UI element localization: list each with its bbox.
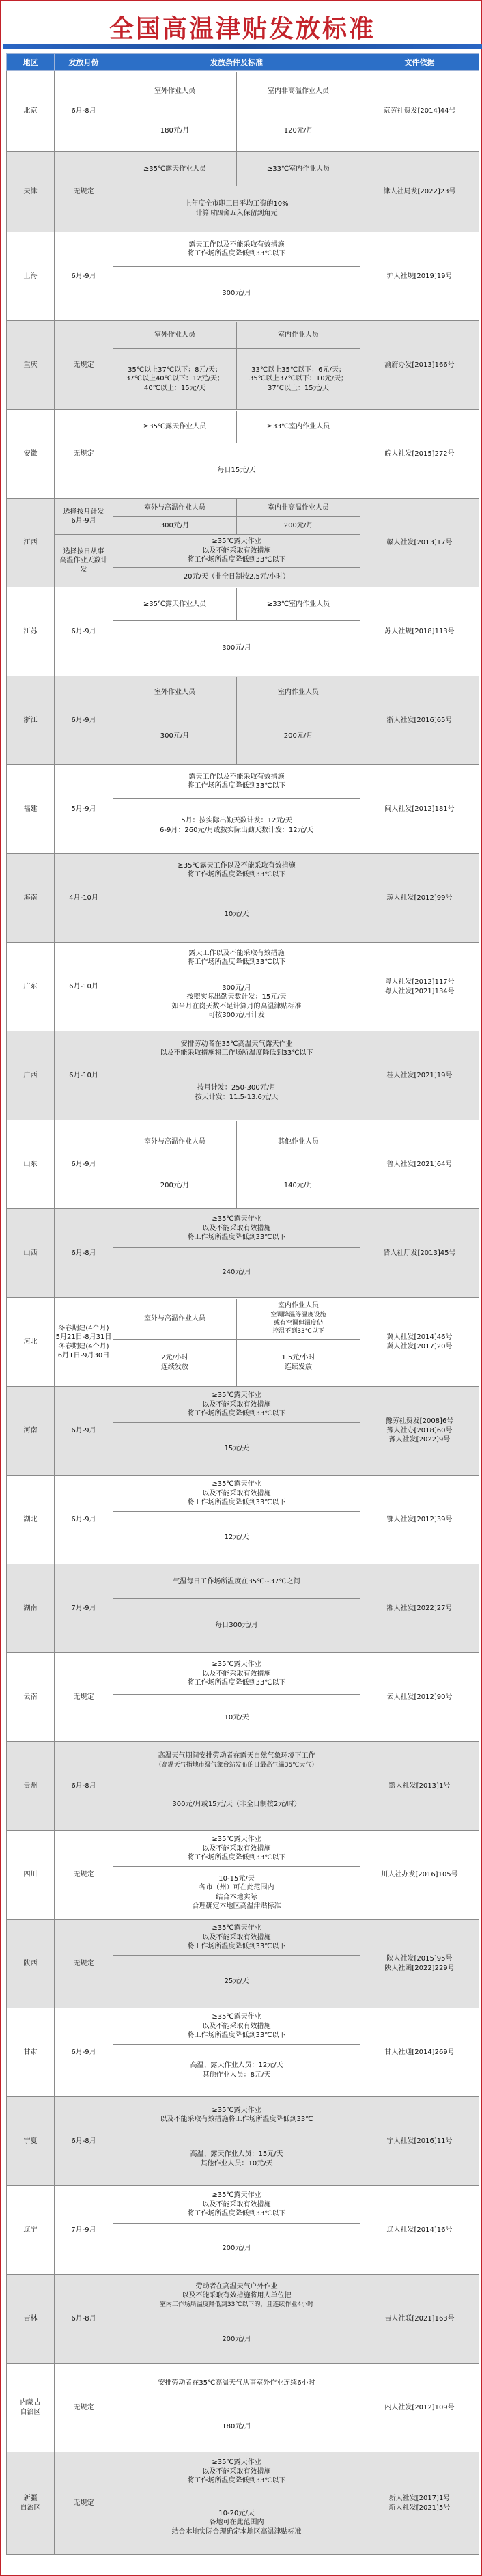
condition-cell: [113, 410, 360, 499]
doc-cell: 津人社局发[2022]23号: [360, 152, 479, 232]
table-row: [7, 232, 479, 321]
doc-cell: 冀人社发[2014]46号 冀人社发[2017]20号: [360, 1298, 479, 1387]
amount: 每日15元/天: [113, 443, 360, 498]
period-cell: 6月-9月: [55, 232, 113, 321]
amount-detail: 10-15元/天 各市（州）可在此范围内 结合本地实际 合理确定本地区高温津贴标准: [113, 1867, 360, 1919]
period-cell: 6月-9月: [55, 587, 113, 676]
region-cell: 陕西: [7, 1920, 55, 2008]
table-row: [7, 1564, 479, 1653]
doc-cell: 京劳社资发[2014]44号: [360, 71, 479, 152]
page-title: 全国高温津贴发放标准: [109, 14, 375, 43]
table-row: [7, 1920, 479, 2008]
amount: 300元/月: [113, 621, 360, 676]
condition-text: ≥35℃露天作业 以及不能采取有效措施 将工作场所温度降低到33℃以下: [113, 1387, 360, 1423]
region-cell: 新疆 自治区: [7, 2452, 55, 2555]
subheader: ≥33℃室内作业人员: [237, 152, 360, 186]
condition-cell: [113, 321, 360, 410]
condition-cell: [113, 676, 360, 765]
region-cell: 甘肃: [7, 2008, 55, 2097]
doc-cell: 云人社发[2012]90号: [360, 1653, 479, 1742]
region-cell: 上海: [7, 232, 55, 321]
doc-cell: 沪人社规[2019]19号: [360, 232, 479, 321]
region-cell: 湖北: [7, 1476, 55, 1564]
doc-cell: 湘人社发[2022]27号: [360, 1564, 479, 1653]
period-cell: 无规定: [55, 152, 113, 232]
table-row: [7, 499, 479, 587]
table-row: [7, 676, 479, 765]
region-cell: 江西: [7, 499, 55, 587]
table-row: [7, 2186, 479, 2275]
period-cell: 无规定: [55, 410, 113, 499]
amount-detail: 10-20元/天 各地可在此范围内 结合本地实际合理确定本地区高温津贴标准: [113, 2491, 360, 2554]
table-row: [7, 410, 479, 499]
table-row: [7, 2452, 479, 2555]
period-cell: 无规定: [55, 2364, 113, 2452]
condition-cell: [113, 1476, 360, 1564]
period-cell: 6月-10月: [55, 943, 113, 1031]
condition-cell: [113, 1120, 360, 1209]
amount-detail: 按月计发：250-300元/月 按天计发：11.5-13.6元/天: [113, 1066, 360, 1120]
region-cell: 内蒙古 自治区: [7, 2364, 55, 2452]
amount: 12元/天: [113, 1512, 360, 1564]
table-row: [7, 1653, 479, 1742]
doc-cell: 黔人社发[2013]1号: [360, 1742, 479, 1831]
condition-cell: [113, 765, 360, 854]
header-condition: 发放条件及标准: [113, 54, 360, 71]
doc-cell: 渝府办发[2013]166号: [360, 321, 479, 410]
amount: 180元/月: [113, 111, 237, 151]
condition-text: ≥35℃露天作业 以及不能采取有效措施 将工作场所温度降低到33℃以下: [113, 535, 360, 568]
region-cell: 海南: [7, 854, 55, 943]
amount: 140元/月: [237, 1163, 360, 1208]
condition-text: 露天工作以及不能采取有效措施 将工作场所温度降低到33℃以下: [113, 233, 360, 267]
amount: 10元/天: [113, 1695, 360, 1741]
amount: 每日300元/月: [113, 1599, 360, 1652]
table-row: [7, 1120, 479, 1209]
table-row: [7, 2097, 479, 2186]
period-cell: 6月-9月: [55, 2008, 113, 2097]
condition-cell: [113, 1564, 360, 1653]
subheader: ≥35℃露天作业人员: [113, 152, 237, 186]
amount-detail: 5月：按实际出勤天数计发：12元/天 6-9月：260元/月或按实际出勤天数计发：12元/天: [113, 799, 360, 853]
doc-cell: 苏人社规[2018]113号: [360, 587, 479, 676]
amount: 300元/月: [113, 267, 360, 320]
period-cell: 6月-9月: [55, 1387, 113, 1476]
period-cell: 无规定: [55, 1653, 113, 1742]
condition-cell: [113, 1742, 360, 1831]
doc-cell: 琼人社发[2012]99号: [360, 854, 479, 943]
amount: 10元/天: [113, 887, 360, 942]
condition-cell: [113, 1298, 360, 1387]
table-row: [7, 854, 479, 943]
doc-cell: 川人社办发[2016]105号: [360, 1831, 479, 1920]
amount: 200元/月: [237, 517, 360, 535]
amount: 240元/月: [113, 1248, 360, 1297]
condition-cell: [113, 232, 360, 321]
table-row: [7, 765, 479, 854]
subheader: ≥33℃室内作业人员: [237, 588, 360, 621]
subheader: 其他作业人员: [237, 1121, 360, 1163]
table-row: [7, 1742, 479, 1831]
amount: 2元/小时 连续发放: [113, 1340, 237, 1386]
region-cell: 贵州: [7, 1742, 55, 1831]
period-cell: 6月-8月: [55, 71, 113, 152]
table-row: [7, 1831, 479, 1920]
rate-lines: 35℃以上37℃以下：8元/天； 37℃以上40℃以下：12元/天； 40℃以上：15元/天: [113, 349, 237, 409]
period-cell: 6月-9月: [55, 676, 113, 765]
amount: 25元/天: [113, 1956, 360, 2008]
condition-text: 露天工作以及不能采取有效措施 将工作场所温度降低到33℃以下: [113, 943, 360, 973]
period-cell: 无规定: [55, 1831, 113, 1920]
table-row: [7, 2008, 479, 2097]
allowance-table: [6, 53, 479, 2555]
condition-cell: [113, 1653, 360, 1742]
amount: 120元/月: [237, 111, 360, 151]
subheader: 室外与高温作业人员: [113, 1121, 237, 1163]
period-cell: 7月-9月: [55, 2186, 113, 2275]
subheader: ≥33℃室内作业人员: [237, 411, 360, 443]
doc-cell: 皖人社发[2015]272号: [360, 410, 479, 499]
amount: 200元/月: [113, 2316, 360, 2363]
amount: 200元/月: [113, 1163, 237, 1208]
period-cell: 6月-9月: [55, 1120, 113, 1209]
amount: 15元/天: [113, 1423, 360, 1475]
condition-text: ≥35℃露天作业 以及不能采取有效措施 将工作场所温度降低到33℃以下: [113, 2453, 360, 2491]
standard-note: 上年度全市职工日平均工资的10% 计算时四舍五入保留到角元: [113, 186, 360, 232]
period-option: 选择按日从事 高温作业天数计发: [55, 535, 113, 587]
doc-cell: 豫劳社资发[2008]6号 豫人社办[2018]60号 豫人社发[2022]9号: [360, 1387, 479, 1476]
amount: 1.5元/小时 连续发放: [237, 1340, 360, 1386]
condition-cell: [113, 499, 360, 587]
subheader: ≥35℃露天作业人员: [113, 588, 237, 621]
subheader: ≥35℃露天作业人员: [113, 411, 237, 443]
region-cell: 四川: [7, 1831, 55, 1920]
region-cell: 河北: [7, 1298, 55, 1387]
condition-cell: [113, 943, 360, 1031]
period-cell: 6月-10月: [55, 1031, 113, 1120]
amount-detail: 高温、露天作业人员：12元/天 其他作业人员：8元/天: [113, 2045, 360, 2096]
doc-cell: 内人社发[2012]109号: [360, 2364, 479, 2452]
condition-text: 安排劳动者在35℃高温天气从事室外作业连续6小时: [113, 2364, 360, 2402]
condition-cell: [113, 2186, 360, 2275]
condition-text: ≥35℃露天作业 以及不能采取有效措施 将工作场所温度降低到33℃以下: [113, 1476, 360, 1512]
condition-text: ≥35℃露天作业 以及不能采取有效措施 将工作场所温度降低到33℃以下: [113, 1920, 360, 1956]
table-row: [7, 2364, 479, 2452]
doc-cell: 鲁人社发[2021]64号: [360, 1120, 479, 1209]
period-cell: 无规定: [55, 321, 113, 410]
amount-detail: 高温、露天作业人员：15元/天 其他作业人员：10元/天: [113, 2133, 360, 2185]
amount-detail: 300元/月 按照实际出勤天数计发：15元/天 如当月在岗天数不足计算月的高温津贴标准 可按300元/月计发: [113, 973, 360, 1031]
header-period: 发放月份: [55, 54, 113, 71]
region-cell: 北京: [7, 71, 55, 152]
period-cell: 6月-9月: [55, 1476, 113, 1564]
region-cell: 山西: [7, 1209, 55, 1298]
condition-text: ≥35℃露天作业 以及不能采取有效措施 将工作场所温度降低到33℃以下: [113, 1654, 360, 1695]
doc-cell: 新人社发[2017]1号 新人社发[2021]5号: [360, 2452, 479, 2555]
subheader: 室外作业人员: [113, 322, 237, 349]
condition-cell: [113, 2275, 360, 2364]
table-row: [7, 2275, 479, 2364]
subheader: 室外与高温作业人员: [113, 1299, 237, 1340]
table-row: [7, 1209, 479, 1298]
condition-cell: [113, 152, 360, 232]
condition-cell: [113, 1209, 360, 1298]
region-cell: 云南: [7, 1653, 55, 1742]
subheader: 室外作业人员: [113, 677, 237, 708]
doc-cell: 辽人社发[2014]16号: [360, 2186, 479, 2275]
region-cell: 安徽: [7, 410, 55, 499]
doc-cell: 吉人社联[2021]163号: [360, 2275, 479, 2364]
region-cell: 广东: [7, 943, 55, 1031]
condition-text: ≥35℃露天作业 以及不能采取有效措施 将工作场所温度降低到33℃以下: [113, 2187, 360, 2224]
region-cell: 福建: [7, 765, 55, 854]
amount: 200元/月: [237, 708, 360, 764]
period-cell: [55, 499, 113, 587]
table-row: [7, 1031, 479, 1120]
doc-cell: 闽人社发[2012]181号: [360, 765, 479, 854]
condition-cell: [113, 587, 360, 676]
condition-text: 劳动者在高温天气户外作业 以及不能采取有效措施将用人单位把 室内工作场所温度降低到33℃以下的，且连续作业4小时: [113, 2275, 360, 2316]
amount: 180元/月: [113, 2402, 360, 2452]
condition-text: 气温每日工作场所温度在35℃~37℃之间: [113, 1565, 360, 1599]
table-row: [7, 1298, 479, 1387]
doc-cell: 陕人社发[2015]95号 陕人社函[2022]229号: [360, 1920, 479, 2008]
doc-cell: 粤人社发[2012]117号 粤人社发[2021]134号: [360, 943, 479, 1031]
condition-text: ≥35℃露天作业 以及不能采取有效措施 将工作场所温度降低到33℃以下: [113, 2009, 360, 2045]
region-cell: 湖南: [7, 1564, 55, 1653]
condition-text: ≥35℃露天作业 以及不能采取有效措施 将工作场所温度降低到33℃以下: [113, 1210, 360, 1248]
condition-text: ≥35℃露天作业 以及不能采取有效措施将工作场所温度降低到33℃: [113, 2098, 360, 2133]
amount: 300元/月或15元/天（非全日制按2元/时）: [113, 1779, 360, 1830]
condition-text: 安排劳动者在35℃高温天气露天作业 以及不能采取措施将工作场所温度降低到33℃以下: [113, 1032, 360, 1066]
condition-cell: [113, 71, 360, 152]
amount: 20元/天（非全日制按2.5元/小时）: [113, 568, 360, 587]
amount: 300元/月: [113, 708, 237, 764]
table-row: [7, 587, 479, 676]
condition-cell: [113, 2008, 360, 2097]
period-cell: 无规定: [55, 2452, 113, 2555]
subheader: 室内作业人员: [237, 677, 360, 708]
period-cell: 冬春期建(4个月) 5月21日-8月31日 冬春期建(4个月) 6月1日-9月30日: [55, 1298, 113, 1387]
region-cell: 吉林: [7, 2275, 55, 2364]
region-cell: 广西: [7, 1031, 55, 1120]
condition-cell: [113, 854, 360, 943]
subheader-note: 室内作业人员 空调降温等温度设施 或有空调但温度仍 控温不到33℃以下: [237, 1299, 360, 1340]
period-cell: 6月-8月: [55, 2097, 113, 2186]
amount: 200元/月: [113, 2224, 360, 2274]
period-cell: 6月-8月: [55, 2275, 113, 2364]
period-option: 选择按月计发 6月-9月: [55, 499, 113, 535]
region-cell: 重庆: [7, 321, 55, 410]
table-header-row: [7, 54, 479, 71]
condition-text: 露天工作以及不能采取有效措施 将工作场所温度降低到33℃以下: [113, 766, 360, 799]
condition-text: ≥35℃露天工作以及不能采取有效措施 将工作场所温度降低到33℃以下: [113, 855, 360, 887]
condition-text: 高温天气期间安排劳动者在露天自然气象环境下工作 （高温天气指地市级气象台站发布的日最高气温35℃天气）: [113, 1743, 360, 1779]
doc-cell: 浙人社发[2016]65号: [360, 676, 479, 765]
subheader: 室内作业人员: [237, 322, 360, 349]
region-cell: 天津: [7, 152, 55, 232]
doc-cell: 鄂人社发[2012]39号: [360, 1476, 479, 1564]
period-cell: 7月-9月: [55, 1564, 113, 1653]
doc-cell: 桂人社发[2021]19号: [360, 1031, 479, 1120]
doc-cell: 晋人社厅发[2013]45号: [360, 1209, 479, 1298]
region-cell: 江苏: [7, 587, 55, 676]
condition-cell: [113, 1920, 360, 2008]
doc-cell: 赣人社发[2013]17号: [360, 499, 479, 587]
header-doc: 文件依据: [360, 54, 479, 71]
subheader: 室外与高温作业人员: [113, 499, 237, 517]
condition-cell: [113, 1831, 360, 1920]
region-cell: 辽宁: [7, 2186, 55, 2275]
subheader: 室外作业人员: [113, 72, 237, 111]
period-cell: 4月-10月: [55, 854, 113, 943]
doc-cell: 甘人社通[2014]269号: [360, 2008, 479, 2097]
table-row: [7, 321, 479, 410]
title-underline-stripe: [3, 44, 482, 49]
period-cell: 无规定: [55, 1920, 113, 2008]
condition-cell: [113, 1387, 360, 1476]
condition-cell: [113, 2097, 360, 2186]
period-cell: 6月-8月: [55, 1742, 113, 1831]
doc-cell: 宁人社发[2016]11号: [360, 2097, 479, 2186]
region-cell: 浙江: [7, 676, 55, 765]
rate-lines: 33℃以上35℃以下：6元/天； 35℃以上37℃以下：10元/天； 37℃以上：15元/天: [237, 349, 360, 409]
table-row: [7, 1387, 479, 1476]
condition-cell: [113, 2452, 360, 2555]
region-cell: 河南: [7, 1387, 55, 1476]
header-region: 地区: [7, 54, 55, 71]
region-cell: 宁夏: [7, 2097, 55, 2186]
condition-cell: [113, 2364, 360, 2452]
period-cell: 6月-8月: [55, 1209, 113, 1298]
table-row: [7, 943, 479, 1031]
subheader: 室内非高温作业人员: [237, 72, 360, 111]
table-row: [7, 1476, 479, 1564]
period-cell: 5月-9月: [55, 765, 113, 854]
table-row: [7, 152, 479, 232]
table-row: [7, 71, 479, 152]
region-cell: 山东: [7, 1120, 55, 1209]
subheader: 室内非高温作业人员: [237, 499, 360, 517]
amount: 300元/月: [113, 517, 237, 535]
condition-cell: [113, 1031, 360, 1120]
condition-text: ≥35℃露天作业 以及不能采取有效措施 将工作场所温度降低到33℃以下: [113, 1831, 360, 1867]
